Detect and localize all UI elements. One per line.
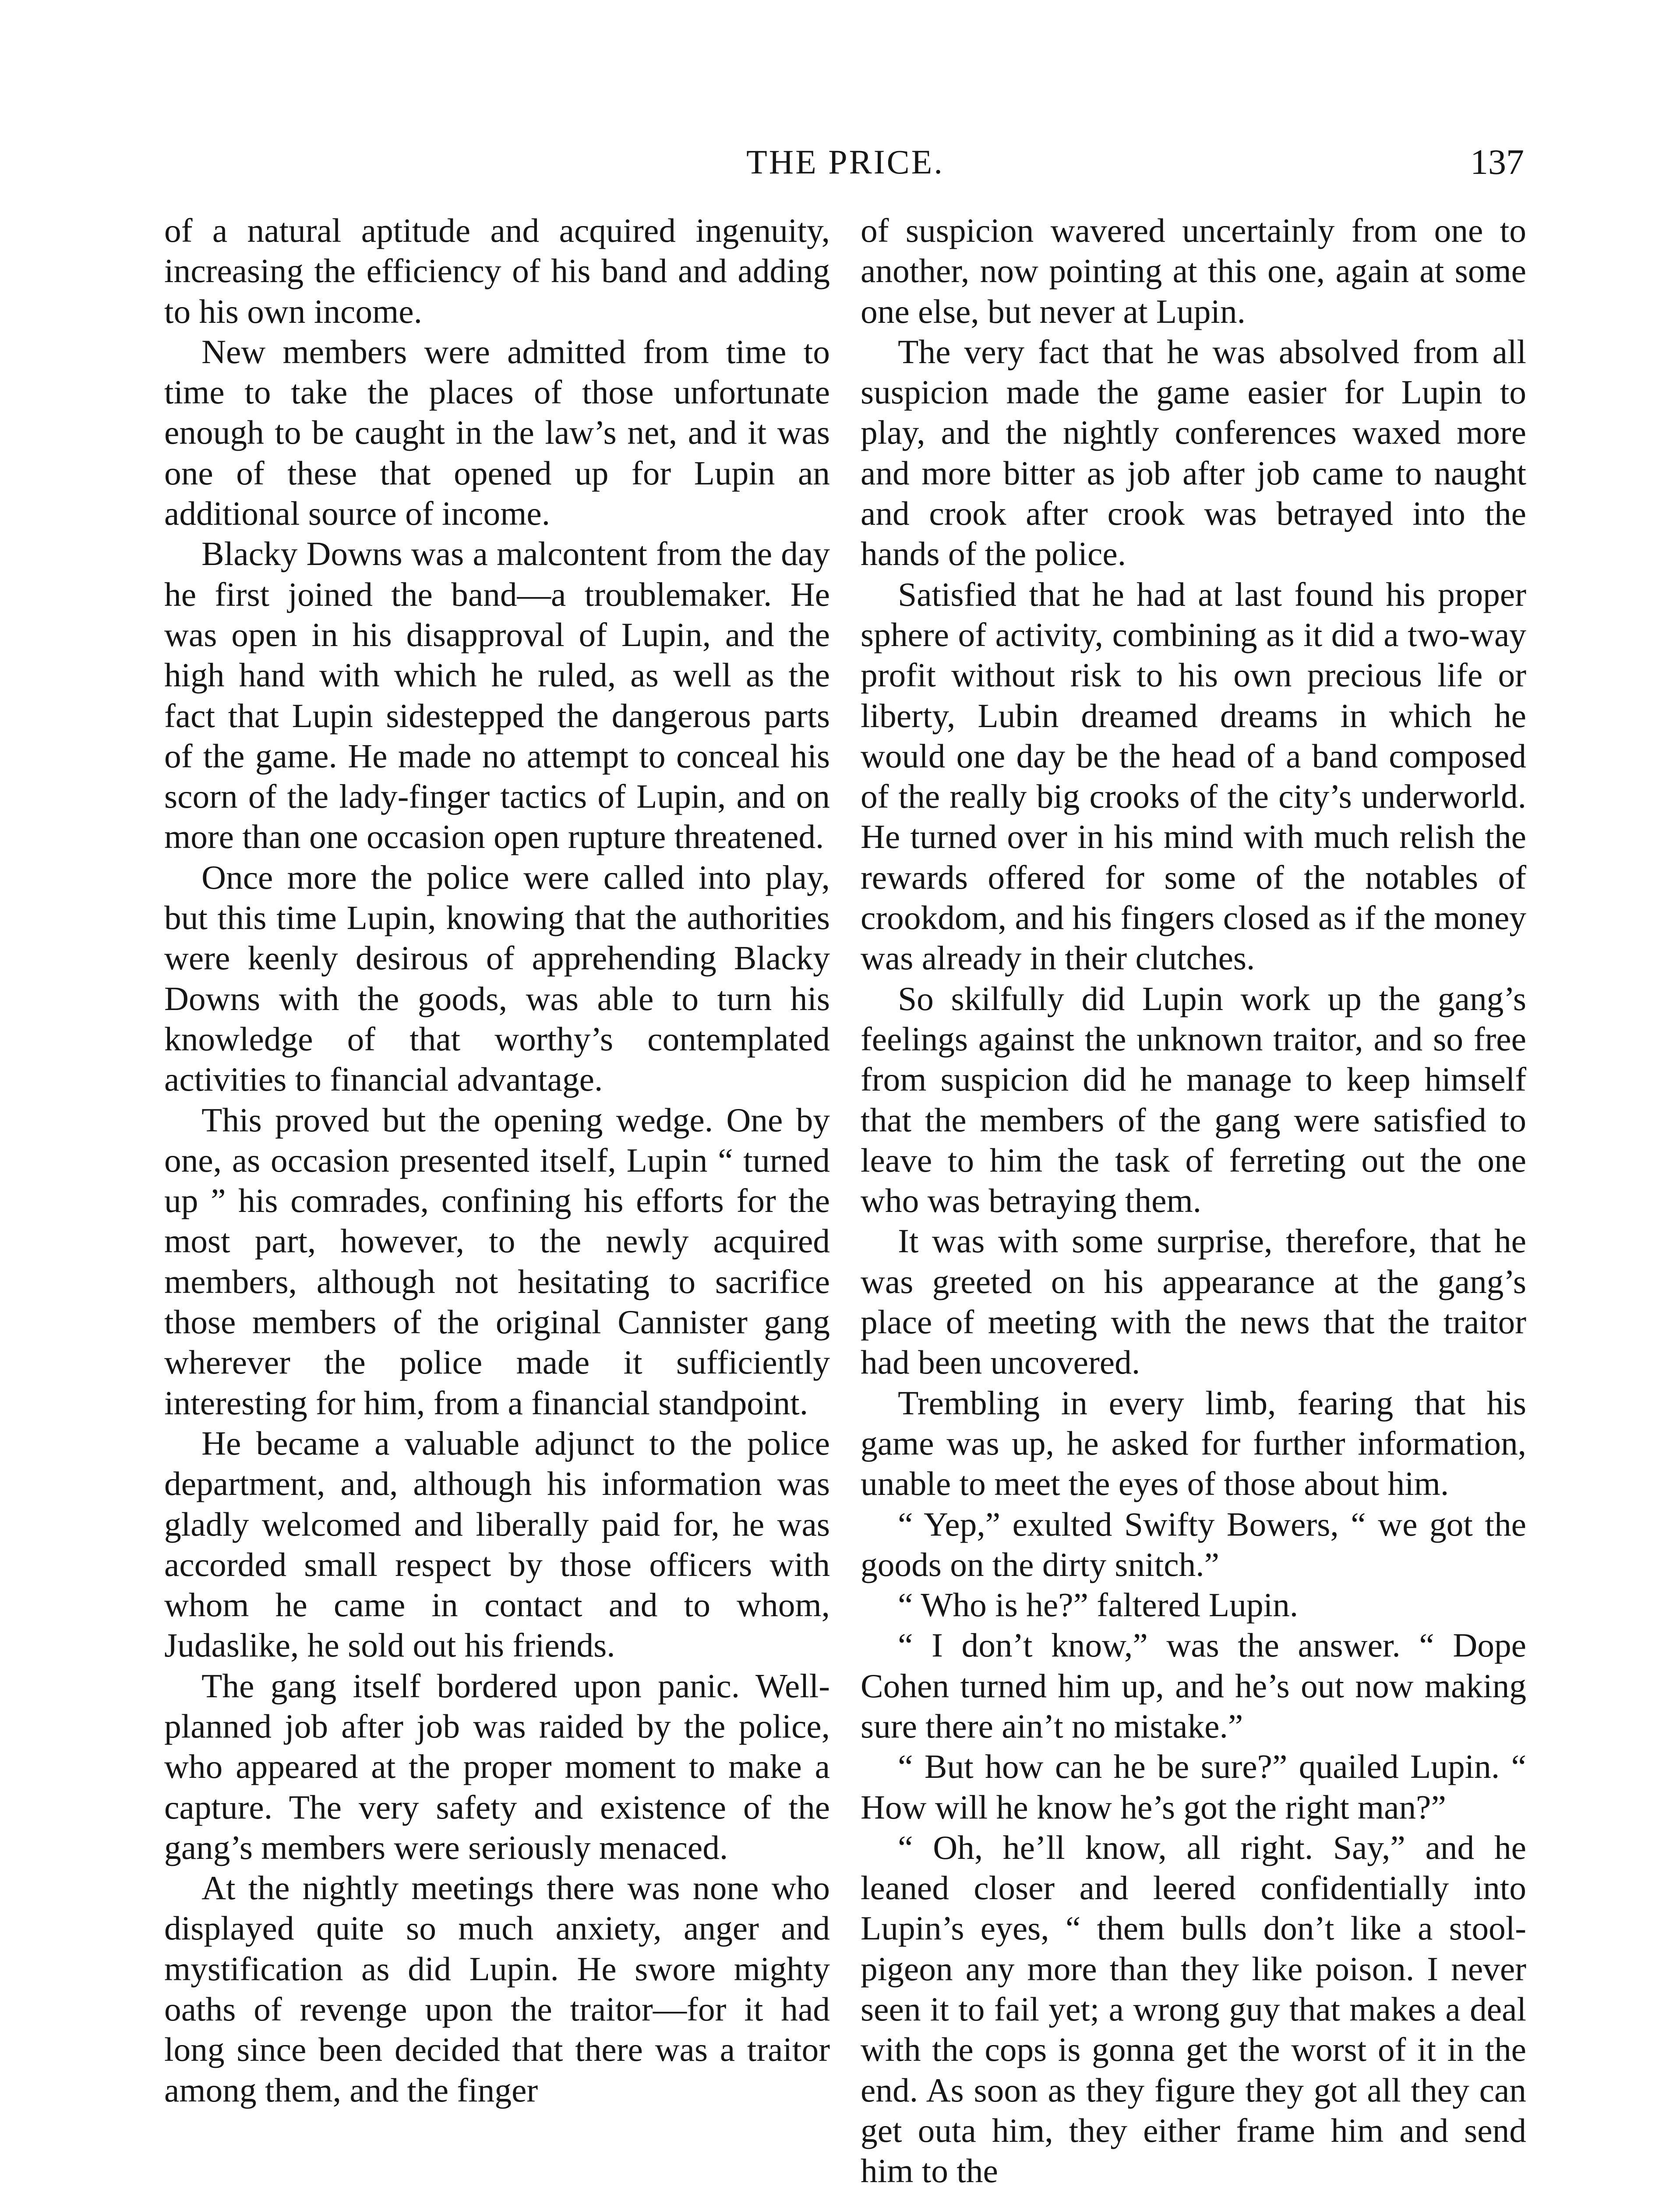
paragraph: Satisfied that he had at last found his proper sphere of activity, combining as it did a two-way profit without risk to his own precious life or liberty, Lubin dreamed dreams in which he would one day be the head of a band composed of the really big crooks of the city’s underworld. He turned over in his mind with much relish the rewards offered for some of the notables of crookdom, and his fingers closed as if the money was already in their clutches. bbox=[861, 575, 1526, 977]
paragraph: The gang itself bordered upon panic. Well-planned job after job was raided by the police, who appeared at the proper moment to make a capture. The very safety and existence of the gang’s members were seriously menaced. bbox=[164, 1667, 830, 1866]
paragraph: So skilfully did Lupin work up the gang’s feelings against the unknown traitor, and so free from suspicion did he manage to keep himself that the members of the gang were satisfied to leave to him the task of ferreting out the one who was betraying them. bbox=[861, 979, 1526, 1220]
right-column bbox=[861, 210, 1526, 2190]
paragraph: of a natural aptitude and acquired ingenuity, increasing the efficiency of his band and adding to his own income. bbox=[164, 212, 830, 330]
page-header bbox=[166, 140, 1524, 193]
paragraph: The very fact that he was absolved from all suspicion made the game easier for Lupin to play, and the nightly conferences waxed more and more bitter as job after job came to naught and crook after crook was betrayed into the hands of the police. bbox=[861, 332, 1526, 573]
paragraph: “ Who is he?” faltered Lupin. bbox=[898, 1586, 1299, 1624]
paragraph: At the nightly meetings there was none who displayed quite so much anxiety, anger and mystification as did Lupin. He swore mighty oaths of revenge upon the traitor—for it had long since been decided that there was a traitor among them, and the finger bbox=[164, 1869, 830, 2109]
paragraph: Blacky Downs was a malcontent from the day he first joined the band—a troublemaker. He was open in his disapproval of Lupin, and the high hand with which he ruled, as well as the fact that Lupin sidestepped the dangerous parts of the game. He made no attempt to conceal his scorn of the lady-finger tactics of Lupin, and on more than one occasion open rupture threatened. bbox=[164, 535, 830, 856]
paragraph: Once more the police were called into play, but this time Lupin, knowing that the authorities were keenly desirous of apprehending Blacky Downs with the goods, was able to turn his knowledge of that worthy’s contemplated activities to financial advantage. bbox=[164, 858, 830, 1099]
paragraph: He became a valuable adjunct to the police department, and, although his information was gladly welcomed and liberally paid for, he was accorded small respect by those officers with whom he came in contact and to whom, Judaslike, he sold out his friends. bbox=[164, 1424, 830, 1664]
page-number: 137 bbox=[1470, 142, 1524, 182]
paragraph: It was with some surprise, therefore, that he was greeted on his appearance at the gang’s place of meeting with the news that the traitor had been uncovered. bbox=[861, 1222, 1526, 1381]
paragraph: “ I don’t know,” was the answer. “ Dope Cohen turned him up, and he’s out now making sure there ain’t no mistake.” bbox=[861, 1626, 1526, 1745]
paragraph: of suspicion wavered uncertainly from one to another, now pointing at this one, again at some one else, but never at Lupin. bbox=[861, 212, 1526, 330]
paragraph: “ Yep,” exulted Swifty Bowers, “ we got the goods on the dirty snitch.” bbox=[861, 1505, 1526, 1583]
paragraph: New members were admitted from time to time to take the places of those unfortunate enough to be caught in the law’s net, and it was one of these that opened up for Lupin an additional source of income. bbox=[164, 332, 830, 533]
paragraph: “ Oh, he’ll know, all right. Say,” and he leaned closer and leered confidentially into Lupin’s eyes, “ them bulls don’t like a stool-pigeon any more than they like poison. I never seen it to fail yet; a wrong guy that makes a deal with the cops is gonna get the worst of it in the end. As soon as they figure they got all they can get outa him, they either frame him and send him to the bbox=[861, 1828, 1526, 2190]
paragraph: Trembling in every limb, fearing that his game was up, he asked for further information, unable to meet the eyes of those about him. bbox=[861, 1384, 1526, 1503]
paragraph: This proved but the opening wedge. One by one, as occasion presented itself, Lupin “ turned up ” his comrades, confining his efforts for the most part, however, to the newly acquired members, although not hesitating to sacrifice those members of the original Cannister gang wherever the police made it sufficiently interesting for him, from a financial standpoint. bbox=[164, 1101, 830, 1422]
running-title: THE PRICE. bbox=[746, 143, 944, 181]
left-column bbox=[164, 210, 830, 2110]
paragraph: “ But how can he be sure?” quailed Lupin. “ How will he know he’s got the right man?” bbox=[861, 1748, 1526, 1826]
